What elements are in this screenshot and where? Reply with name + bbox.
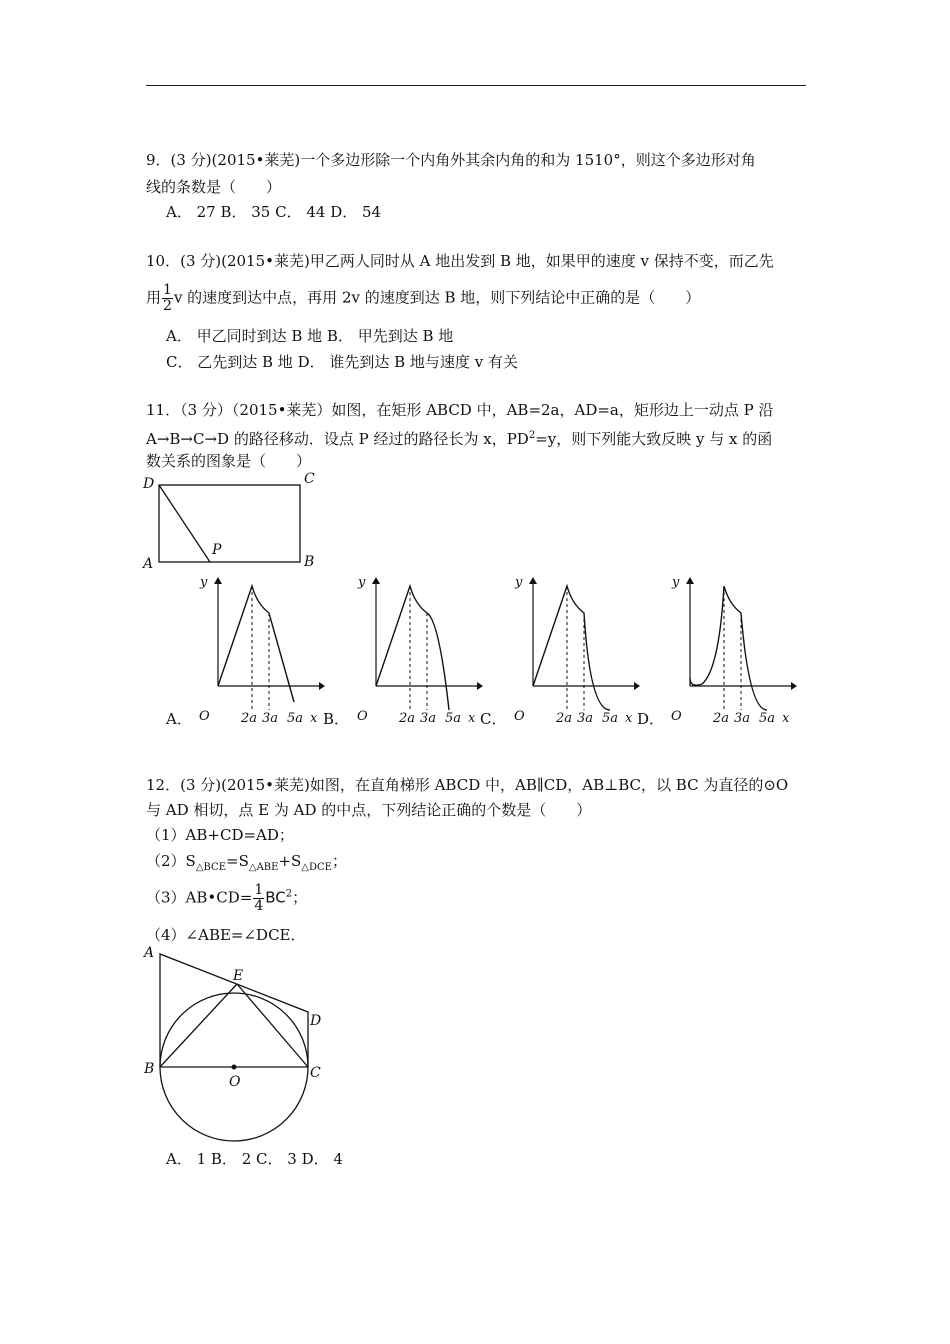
q12-label-a: A xyxy=(144,945,155,961)
graph-d-t2: 3a xyxy=(734,711,751,726)
graph-c-t1: 2a xyxy=(556,711,573,726)
s2-mid1: =S xyxy=(226,852,249,870)
graph-d-o: O xyxy=(671,709,682,724)
q12-label-o: O xyxy=(229,1074,241,1090)
s2-post: ； xyxy=(331,852,347,870)
graph-c-t3: 5a xyxy=(602,711,619,726)
s2-sub1: △BCE xyxy=(195,862,227,873)
graph-a-t3: 5a xyxy=(287,711,304,726)
q10-frac-num: 1 xyxy=(163,282,172,298)
graph-a-y: y xyxy=(200,575,208,590)
graph-b-x: x xyxy=(468,711,476,726)
q12-label-d: D xyxy=(310,1013,322,1029)
s3-sup: 2 xyxy=(285,888,293,900)
q12-options: A． 1 B． 2 C． 3 D． 4 xyxy=(166,1150,343,1168)
q11-graph-d xyxy=(667,570,797,730)
header-rule xyxy=(146,85,806,86)
q11-option-a-label: A． xyxy=(166,710,192,728)
q12-label-e: E xyxy=(233,968,244,984)
q9-options: A． 27 B． 35 C． 44 D． 54 xyxy=(166,203,382,221)
graph-b-t3: 5a xyxy=(445,711,462,726)
q12-stem-line2: 与 AD 相切，点 E 为 AD 的中点，下列结论正确的个数是（ ） xyxy=(146,801,592,819)
graph-d-t1: 2a xyxy=(713,711,730,726)
q11-stem-line3: 数关系的图象是（ ） xyxy=(146,452,312,470)
q12-statement-3 xyxy=(146,883,307,914)
q12-trapezoid-figure xyxy=(140,940,340,1145)
graph-a-x: x xyxy=(310,711,318,726)
graph-b-t2: 3a xyxy=(420,711,437,726)
q9-stem-line1: 9．(3 分)(2015•莱芜)一个多边形除一个内角外其余内角的和为 1510°，则这个多边形对角 xyxy=(146,151,756,169)
q11-line2-sup: 2 xyxy=(528,430,536,441)
s3-den: 4 xyxy=(254,898,264,914)
graph-c-x: x xyxy=(625,711,633,726)
graph-c-t2: 3a xyxy=(577,711,594,726)
q11-rectangle-figure xyxy=(140,470,330,575)
q11-graph-a xyxy=(195,570,325,730)
q10-post: v 的速度到达中点，再用 2v 的速度到达 B 地，则下列结论中正确的是（ ） xyxy=(173,288,701,307)
graph-b-y: y xyxy=(358,575,366,590)
q10-stem-line2 xyxy=(146,283,700,314)
label-p: P xyxy=(212,542,222,558)
s2-sub2: △ABE xyxy=(248,862,279,873)
q12-statement-2 xyxy=(146,851,347,878)
graph-c-o: O xyxy=(514,709,525,724)
q11-option-b-label: B． xyxy=(323,710,350,728)
q10-stem-line1: 10．(3 分)(2015•莱芜)甲乙两人同时从 A 地出发到 B 地，如果甲的速度 v 保持不变，而乙先 xyxy=(146,252,774,270)
s2-sub3: △DCE xyxy=(301,862,332,873)
graph-a-t1: 2a xyxy=(241,711,258,726)
s3-num: 1 xyxy=(254,882,264,898)
s3-pre: （3）AB•CD= xyxy=(146,888,253,907)
center-dot xyxy=(232,1065,237,1070)
q10-frac-den: 2 xyxy=(163,298,172,314)
graph-d-y: y xyxy=(672,575,680,590)
graph-c-y: y xyxy=(515,575,523,590)
segment-pd xyxy=(159,485,210,562)
q11-stem-line1: 11．（3 分）（2015•莱芜）如图，在矩形 ABCD 中，AB=2a，AD=a，矩形边上一动点 P 沿 xyxy=(146,401,774,419)
label-c: C xyxy=(304,471,315,487)
q11-option-c-label: C． xyxy=(480,710,507,728)
label-a: A xyxy=(143,556,154,572)
label-d: D xyxy=(143,476,155,492)
q10-options-ab: A． 甲乙同时到达 B 地 B． 甲先到达 B 地 xyxy=(166,327,454,345)
graph-b-t1: 2a xyxy=(399,711,416,726)
s3-fraction xyxy=(253,883,264,914)
label-b: B xyxy=(304,554,315,570)
graph-a-t2: 3a xyxy=(262,711,279,726)
s3-bc: BC xyxy=(265,888,286,907)
q10-options-cd: C． 乙先到达 B 地 D． 谁先到达 B 地与速度 v 有关 xyxy=(166,353,518,371)
q10-pre: 用 xyxy=(146,288,162,307)
q10-fraction xyxy=(162,283,173,314)
q11-graph-c xyxy=(510,570,640,730)
s2-pre: （2）S xyxy=(146,852,196,870)
q12-label-c: C xyxy=(310,1065,321,1081)
q11-line2-post: =y，则下列能大致反映 y 与 x 的函 xyxy=(535,430,773,448)
q12-statement-1: （1）AB+CD=AD； xyxy=(146,826,294,844)
rectangle-abcd xyxy=(159,485,300,562)
s2-mid2: +S xyxy=(278,852,302,870)
graph-a-o: O xyxy=(199,709,210,724)
q12-stem-line1: 12．(3 分)(2015•莱芜)如图，在直角梯形 ABCD 中，AB∥CD，AB⊥BC，以 BC 为直径的⊙O xyxy=(146,776,789,794)
q11-graph-b xyxy=(353,570,483,730)
q11-line2-pre: A→B→C→D 的路径移动．设点 P 经过的路径长为 x，PD xyxy=(146,430,529,448)
segment-ce xyxy=(237,984,308,1067)
q12-label-b: B xyxy=(144,1061,155,1077)
q9-stem-line2: 线的条数是（ ） xyxy=(146,178,282,196)
segment-be xyxy=(160,984,237,1067)
q12-statement-4: （4）∠ABE=∠DCE． xyxy=(146,926,306,944)
graph-d-x: x xyxy=(782,711,790,726)
graph-b-o: O xyxy=(357,709,368,724)
q11-option-d-label: D． xyxy=(637,710,665,728)
s3-post: ； xyxy=(292,888,308,907)
q11-stem-line2 xyxy=(146,426,772,449)
graph-d-t3: 5a xyxy=(759,711,776,726)
